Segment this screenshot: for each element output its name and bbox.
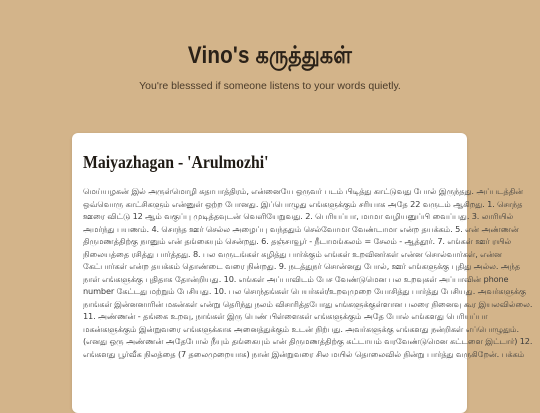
blog-header	[0, 0, 540, 132]
post-body-line: மகன்களுக்கும் இன்றுவரை எங்களுக்காக அனைத்துக்கும் உடன் நிற்பது. அவர்களுக்கு எங்களது நன்றிகள் எப்பொழுதும்.	[83, 323, 519, 334]
post-body-line: (எனது ஒரு அண்ணன் அதேபோல் நீயும் தங்கையும் என் திருமணத்திற்கு கட்டாயம் வரவேண்டுமென கட்டளை இட்டார்) 12.	[83, 336, 533, 346]
post-body-line: திருமணத்திற்கு நானும் என் தங்கையும் சென்றது. 6. தஞ்சாவூர் - நீடாமங்கலம் = சேலம் - ஆத்தூர். 7. எங்கள் ஊர் ரயில்	[83, 236, 512, 246]
post-body-line: நாள் எங்களுக்கு புதிதாக தோன்றியது. 10. எங்கள் அப்பாவிடம் பேச வேண்டுமென பல உறவுகள் அப்பாவின் phone	[83, 273, 509, 284]
post-body-line: ஊரை விட்டு 12 ஆம் வகுப்பு முடித்தவுடன் வெளியேறுவது. 2. பெரியப்பா, மாமா வழியனுப்பி வைப்பது. 3. லாரியில்	[83, 211, 514, 221]
post-body-line: ஒவ்வொரு காட்சிகளும் என்னுள் ஒற்ற போனது. இப்பொழுது எங்களுக்கும் சரியாக அதே 22 வருடம் ஆகிறது. 1. சொந்த	[83, 198, 523, 209]
blog-tagline: You're blesssed if someone listens to your words quietly.	[139, 80, 401, 92]
post-body	[83, 185, 533, 360]
post-body-line: நாங்கள் இன்னனாரின் மகன்கள் என்று தெரிந்து நலம் விசாரித்தபோது எங்களுக்குள்ளான பலரை நினைவு கூர இயலவில்லை.	[83, 298, 533, 309]
post-body-line: கேட்பார்கள் என்ற தயக்கம் தொண்டை வரை நின்றது. 9. நடத்துநர் சொன்னது போல், ஊர் எங்களுக்கு புதிது அல்ல. அந்த	[83, 261, 520, 271]
post-body-line: மெய்யழகன் இல் அருள்மொழி கதாபாத்திரம், என்னையே ஒருவர் படம் பிடித்து காட்டுவது போல் இருந்தது. அப்படத்தின்	[83, 186, 524, 196]
post-body-line: number கேட்டது மற்றும் பேசியது. 10. பல சொந்தங்கள் பெயர்கள்/உறவுமுறை யோசித்து பார்த்து பேசியது. அவர்களுக்கு	[83, 286, 527, 296]
post-body-line: நிலையத்தை ரசித்து பார்த்தது. 8. பல வருடங்கள் கழித்து பார்க்கும் எங்கள் உறவினர்கள் என்ன சொல்வார்கள், என்ன	[83, 248, 502, 259]
blog-title[interactable]: Vino's கருத்துகள்	[187, 42, 353, 69]
post-body-line: அமர்ந்து பயணம். 4. சொந்த ஊர் செல்ல அழைப்பு வந்ததும் செல்வோமா வேண்டாமா என்ற தயக்கம். 5. என் அண்ணன்	[83, 223, 519, 234]
post-body-line: எங்களது பூர்வீக நிலத்தை (7 தலைமுறையாக) நான் இன்றுவரை சில மயில் தொலைவில் நின்று பார்த்து வருகிறேன். பக்கம்	[83, 348, 525, 359]
post-body-line: 11. அண்ணன் - தங்கை உறவு, நாங்கள் இரு பெண் பிள்ளைகள் எங்களுக்கும் அதே போல் எங்களது பெரியப்பா	[83, 311, 488, 321]
post-card	[72, 133, 533, 413]
post-title[interactable]: Maiyazhagan - 'Arulmozhi'	[83, 152, 269, 172]
